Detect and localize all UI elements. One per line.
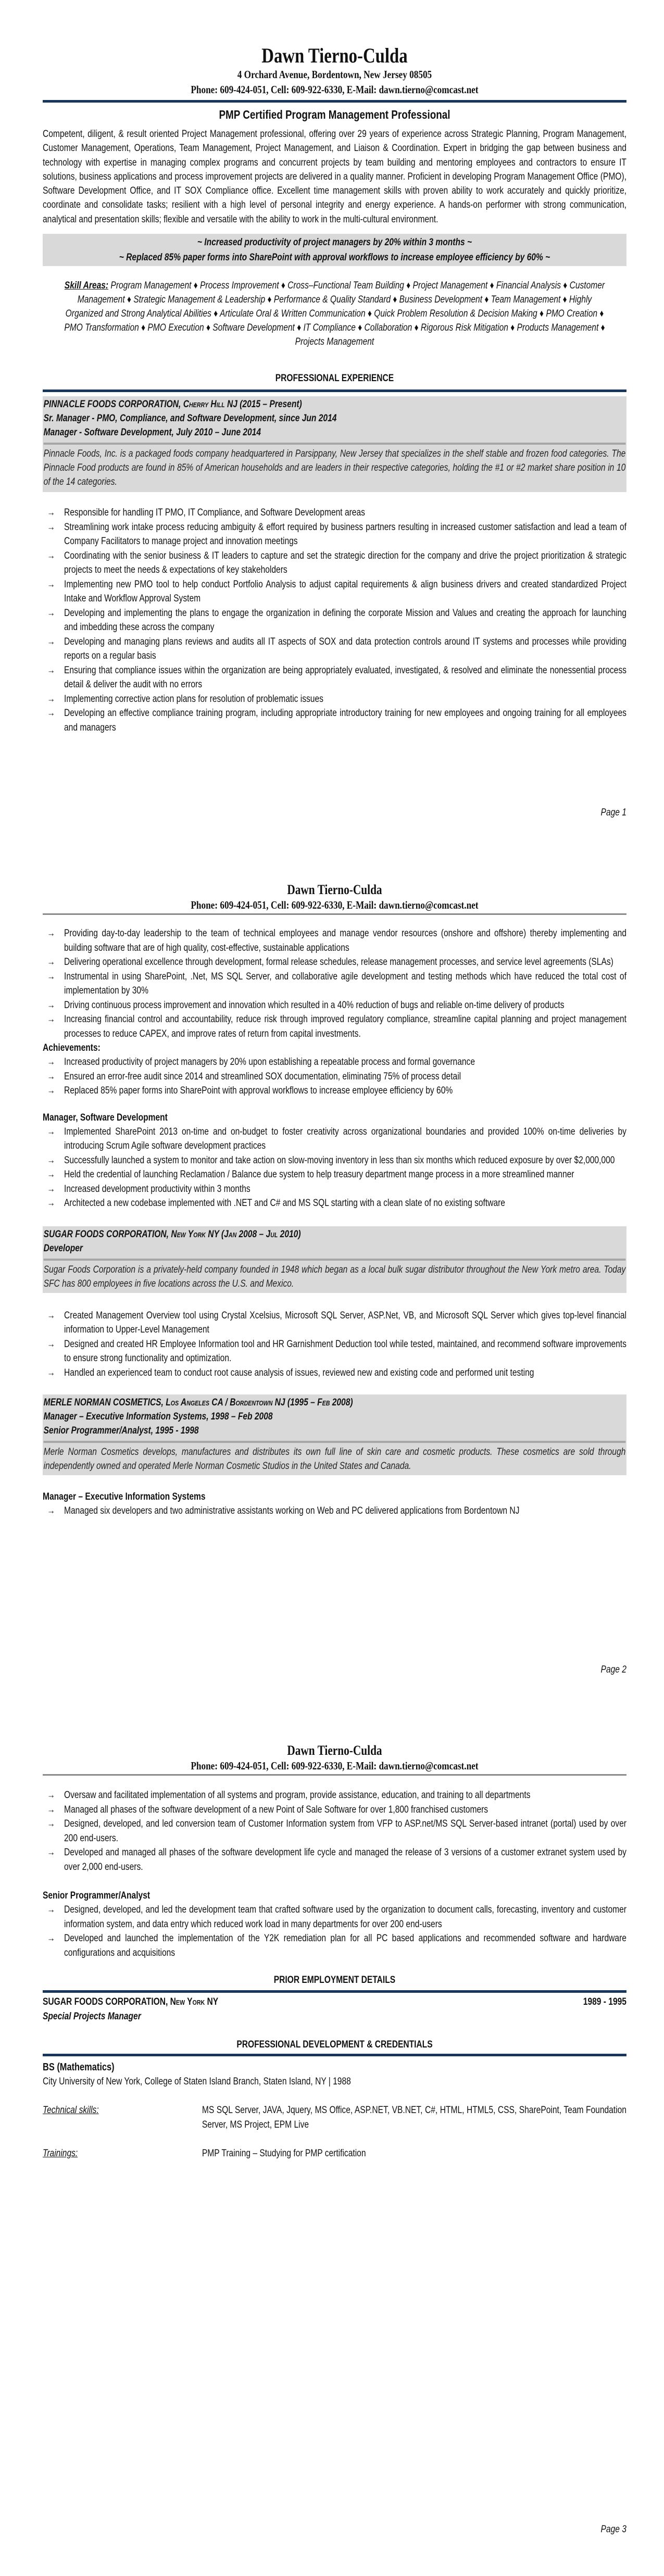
list-item: → Held the credential of launching Reclamation / Balance due system to help treasury department mange process in a more streamlined manner [43,1167,627,1182]
list-item: → Implemented SharePoint 2013 on-time and on-budget to foster creativity across organizational boundaries and provided 100% on-time deliveries by introducing Scrum Agile software development practices [43,1125,627,1153]
highlight: ~ Increased productivity of project managers by 20% within 3 months ~ [197,237,472,248]
list-item: → Designed, developed, and led the development team that crafted software used by the organization to document calls, forecasting, inventory and customer information system, and data entry which reduced work load in many departments for over 200 end-users [43,1903,627,1931]
company-box-merle [43,1394,627,1475]
company-dates: 1989 - 1995 [583,1996,627,2007]
pinnacle-bullets [43,506,627,735]
list-item: → Instrumental in using SharePoint, .Net, MS SQL Server, and collaborative agile development and testing methods which have reduced the total cost of implementation by 30% [43,970,627,998]
candidate-name: Dawn Tierno-Culda [287,1743,382,1758]
page-number: Page 2 [600,1664,627,1675]
arrow-icon: → [47,1818,55,1829]
contact-info: Phone: 609-424-051, Cell: 609-922-6330, E-Mail: dawn.tierno@comcast.net [191,1760,479,1772]
list-item: → Developing and managing plans reviews and audits all IT aspects of SOX and data protection controls around IT systems and processes while providing reports on a regular basis [43,635,627,663]
arrow-icon: → [47,1367,55,1378]
list-item: → Coordinating with the senior business & IT leaders to capture and set the strategic direction for the company and drive the project prioritization & strategic projects to meet the needs & expectations of key stakeholders [43,549,627,577]
arrow-icon: → [47,928,55,939]
list-item: → Ensuring that compliance issues within the organization are being appropriately evaluated, investigated, & resolved and eliminate the nonessential process detail & deliver the audit with no errors [43,663,627,692]
section-heading-experience: PROFESSIONAL EXPERIENCE [275,373,394,384]
role-title: Developer [43,1242,83,1254]
trainings-row [43,2146,627,2161]
list-item: → Developed and launched the implementation of the Y2K remediation plan for all PC based applications and recommended software and hardware configurations and acquisitions [43,1931,627,1960]
arrow-icon: → [47,1014,55,1025]
arrow-icon: → [47,999,55,1011]
list-item: → Increased productivity of project managers by 20% upon establishing a repeatable process and formal governance [43,1055,627,1070]
company-location: New York NY [170,1996,219,2007]
list-item: → Increased development productivity within 3 months [43,1182,627,1197]
arrow-icon: → [47,1904,55,1915]
list-item: → Increasing financial control and accountability, reduce risk through improved regulatory compliance, streamline capital planning and project management processes to reduce CAPEX, and improve rates of return from capital investments. [43,1012,627,1041]
company-line [43,1995,218,2009]
arrow-icon: → [47,1198,55,1209]
arrow-icon: → [47,1847,55,1858]
sugar-bullets [43,1309,627,1380]
page-number: Page 1 [600,807,627,818]
page-1 [43,44,627,818]
role-heading: Manager – Executive Information Systems [43,1491,206,1502]
role-title: Manager - Software Development, July 2010 – June 2014 [43,427,261,438]
list-item: → Driving continuous process improvement and innovation which resulted in a 40% reduction of bugs and reliable on-time delivery of products [43,998,627,1013]
company-dates: (1995 – Feb 2008) [285,1397,353,1408]
company-dates: (2015 – Present) [237,399,302,410]
company-location: Los Angeles CA / Bordentown NJ [166,1397,285,1408]
list-item: → Managed all phases of the software development of a new Point of Sale Software for over 1,800 franchised customers [43,1803,627,1817]
company-name: SUGAR FOODS CORPORATION, [43,1996,170,2007]
arrow-icon: → [47,1154,55,1166]
list-item: → Designed, developed, and led conversion team of Customer Information system from VFP to ASP.net/MS SQL Server-based intranet (portal) used by over 200 end-users. [43,1817,627,1845]
list-item: → Oversaw and facilitated implementation of all systems and program, provide assistance, education, and training to all departments [43,1788,627,1803]
merle-manager-bullets-cont [43,1788,627,1874]
arrow-icon: → [47,607,55,619]
technical-skills-value: MS SQL Server, JAVA, Jquery, MS Office, ASP.NET, VB.NET, C#, HTML, HTML5, CSS, SharePoint, Team Foundation Server, MS Project, EPM Live [202,2105,627,2130]
page-2 [43,882,627,1675]
trainings-label: Trainings: [43,2148,78,2159]
company-line [44,1227,626,1241]
company-name: SUGAR FOODS CORPORATION, [43,1228,171,1240]
arrow-icon: → [47,693,55,705]
section-divider [43,389,627,392]
arrow-icon: → [47,1169,55,1180]
trainings-value: PMP Training – Studying for PMP certification [202,2148,366,2159]
arrow-icon: → [47,1505,55,1516]
list-item: → Developed and managed all phases of the software development life cycle and managed the release of 3 versions of a customer extranet system used by over 2,000 end-users. [43,1845,627,1874]
summary: Competent, diligent, & result oriented Project Management professional, offering over 29 years of experience across Strategic Planning, Program Management, Customer Management, Operations, Team Management, Project Management, and Liaison & Coordination. Expert in bridging the gap between business and technology with expertise in managing complex programs and concurrent projects by team building and mentoring employees and contractors to ensure IT solutions, business applications and process improvement projects are delivered in a quality manner. Proficient in developing Program Management Office (PMO), Software Development Office, and IT SOX Compliance office. Excellent time management skills with proven ability to work accurately and quickly prioritize, coordinate and consolidate tasks; resilient with a high level of personal integrity and energy experience. A hands-on performer with strong communication, analytical and presentation skills; flexible and versatile with the ability to work in the multi-cultural environment. [43,129,627,225]
contact-info: Phone: 609-424-051, Cell: 609-922-6330, E-Mail: dawn.tierno@comcast.net [191,899,479,911]
company-dates: (Jan 2008 – Jul 2010) [219,1228,301,1240]
merle-manager-bullets [43,1504,627,1518]
school: City University of New York, College of Staten Island Branch, Staten Island, NY | 1988 [43,2076,351,2087]
candidate-name: Dawn Tierno-Culda [261,44,408,67]
arrow-icon: → [47,1933,55,1944]
header-divider [43,913,627,915]
list-item: → Implementing corrective action plans for resolution of problematic issues [43,692,627,707]
company-line [44,397,626,411]
list-item: → Handled an experienced team to conduct root cause analysis of issues, reviewed new and existing code and performed unit testing [43,1366,627,1380]
headline: PMP Certified Program Management Professional [219,108,450,121]
arrow-icon: → [47,1071,55,1082]
arrow-icon: → [47,1804,55,1815]
technical-skills-row [43,2103,627,2132]
list-item: → Ensured an error-free audit since 2014 and streamlined SOX documentation, eliminating 75% of process detail [43,1070,627,1084]
arrow-icon: → [47,521,55,533]
arrow-icon: → [47,1183,55,1195]
list-item: → Successfully launched a system to monitor and take action on slow-moving inventory in less than six months which reduced exposure by over $2,000,000 [43,1153,627,1168]
header-divider [43,100,627,103]
skill-areas-label: Skill Areas: [64,280,109,292]
box-rule [44,443,626,445]
highlights-box [43,234,627,266]
company-location: Cherry Hill NJ [183,399,237,410]
achievements-list [43,1055,627,1098]
role-heading: Manager, Software Development [43,1112,168,1123]
role-title: Sr. Manager - PMO, Compliance, and Software Development, since Jun 2014 [43,413,337,424]
arrow-icon: → [47,1126,55,1137]
arrow-icon: → [47,579,55,590]
list-item: → Streamlining work intake process reducing ambiguity & effort required by business partners resulting in increased customer satisfaction and lead a team of Company Facilitators to manage project and innovation meetings [43,520,627,549]
list-item: → Responsible for handling IT PMO, IT Compliance, and Software Development areas [43,506,627,520]
arrow-icon: → [47,957,55,967]
arrow-icon: → [47,1085,55,1096]
role-title: Manager – Executive Information Systems, 1998 – Feb 2008 [43,1411,273,1422]
company-description: Merle Norman Cosmetics develops, manufactures and distributes its own full line of skin care and cosmetic products. These cosmetics are sold through independently owned and operated Merle Norman Cosmetic Studios in the United States and Canada. [43,1447,626,1472]
degree: BS (Mathematics) [43,2062,115,2073]
page-3 [43,1743,627,2535]
highlight: ~ Replaced 85% paper forms into SharePoint with approval workflows to increase employee efficiency by 60% ~ [119,252,550,263]
list-item: → Delivering operational excellence through development, formal release schedules, release management processes, and service level agreements (SLAs) [43,955,627,970]
arrow-icon: → [47,636,55,647]
manager-bullets [43,1125,627,1211]
header-divider [43,1774,627,1776]
arrow-icon: → [47,664,55,676]
skill-areas-list: Program Management ♦ Process Improvement ♦ Cross–Functional Team Building ♦ Project Management ♦ Financial Analysis ♦ Customer Management ♦ Strategic Management & Leadership ♦ Performance & Quality Standard ♦ Business Development ♦ Team Management ♦ Highly Organized and Strong Analytical Abilities ♦ Articulate Oral & Written Communication ♦ Quick Problem Resolution & Decision Making ♦ PMO Creation ♦ PMO Transformation ♦ PMO Execution ♦ Software Development ♦ IT Compliance ♦ Collaboration ♦ Rigorous Risk Mitigation ♦ Products Management ♦ Projects Management [64,280,605,348]
company-name: PINNACLE FOODS CORPORATION, [43,399,183,410]
company-description: Sugar Foods Corporation is a privately-held company founded in 1948 which began as a local bulk sugar distributor throughout the New York metro area. Today SFC has 800 employees in five locations across the U.S. and Mexico. [43,1264,626,1289]
box-rule [44,1441,626,1443]
address: 4 Orchard Avenue, Bordentown, New Jersey 08505 [237,68,432,81]
achievements-heading: Achievements: [43,1042,101,1053]
company-location: New York NY [171,1228,219,1240]
company-description: Pinnacle Foods, Inc. is a packaged foods company headquartered in Parsippany, New Jersey that specializes in the shelf stable and frozen food categories. The Pinnacle Food products are found in 85% of American households and are leaders in their respective categories, holding the #1 or #2 market share position in 10 of the 14 categories. [43,448,626,488]
arrow-icon: → [47,1057,55,1067]
section-divider [43,1990,627,1993]
contact-info: Phone: 609-424-051, Cell: 609-922-6330, E-Mail: dawn.tierno@comcast.net [191,83,479,96]
arrow-icon: → [47,1338,55,1350]
list-item: → Replaced 85% paper forms into SharePoint with approval workflows to increase employee efficiency by 60% [43,1084,627,1098]
arrow-icon: → [47,708,55,719]
prior-company-row [43,1995,627,2009]
merle-analyst-bullets [43,1903,627,1960]
role-heading: Senior Programmer/Analyst [43,1890,151,1901]
pinnacle-bullets-cont [43,926,627,1041]
company-box-pinnacle [43,396,627,492]
list-item: → Developing and implementing the plans to engage the organization in defining the corporate Mission and Values and creating the approach for launching and imbedding these across the company [43,606,627,635]
arrow-icon: → [47,1310,55,1321]
role-title: Senior Programmer/Analyst, 1995 - 1998 [43,1425,199,1436]
list-item: → Providing day-to-day leadership to the team of technical employees and manage vendor resources (onshore and offshore) thereby implementing and building software that are of high quality, cost-effective, sustainable applications [43,926,627,955]
arrow-icon: → [47,971,55,982]
arrow-icon: → [47,1790,55,1801]
technical-skills-label: Technical skills: [43,2105,99,2116]
arrow-icon: → [47,550,55,561]
section-divider [43,2054,627,2056]
company-line [44,1396,626,1410]
box-rule [44,1259,626,1261]
list-item: → Created Management Overview tool using Crystal Xcelsius, Microsoft SQL Server, ASP.Net, VB, and Microsoft SQL Server which gives top-level financial information to Upper-Level Management [43,1309,627,1337]
page-number: Page 3 [600,2524,627,2535]
arrow-icon: → [47,507,55,519]
list-item: → Managed six developers and two administrative assistants working on Web and PC delivered applications from Bordentown NJ [43,1504,627,1518]
role-title: Special Projects Manager [43,2011,141,2022]
candidate-name: Dawn Tierno-Culda [287,882,382,897]
section-heading-development: PROFESSIONAL DEVELOPMENT & CREDENTIALS [236,2039,433,2050]
skill-areas [43,279,627,349]
list-item: → Architected a new codebase implemented with .NET and C# and MS SQL starting with a clean slate of no existing software [43,1196,627,1211]
list-item: → Developing an effective compliance training program, including appropriate introductory training for new employees and ongoing training for all employees and managers [43,706,627,735]
list-item: → Implementing new PMO tool to help conduct Portfolio Analysis to adjust capital requirements & align business drivers and created standardized Project Intake and Workflow Approval System [43,577,627,606]
company-name: MERLE NORMAN COSMETICS, [43,1397,166,1408]
section-heading-prior: PRIOR EMPLOYMENT DETAILS [273,1975,396,1986]
list-item: → Designed and created HR Employee Information tool and HR Garnishment Deduction tool while tested, maintained, and recommend software improvements to ensure strong functionality and optimization. [43,1337,627,1366]
company-box-sugar [43,1226,627,1293]
